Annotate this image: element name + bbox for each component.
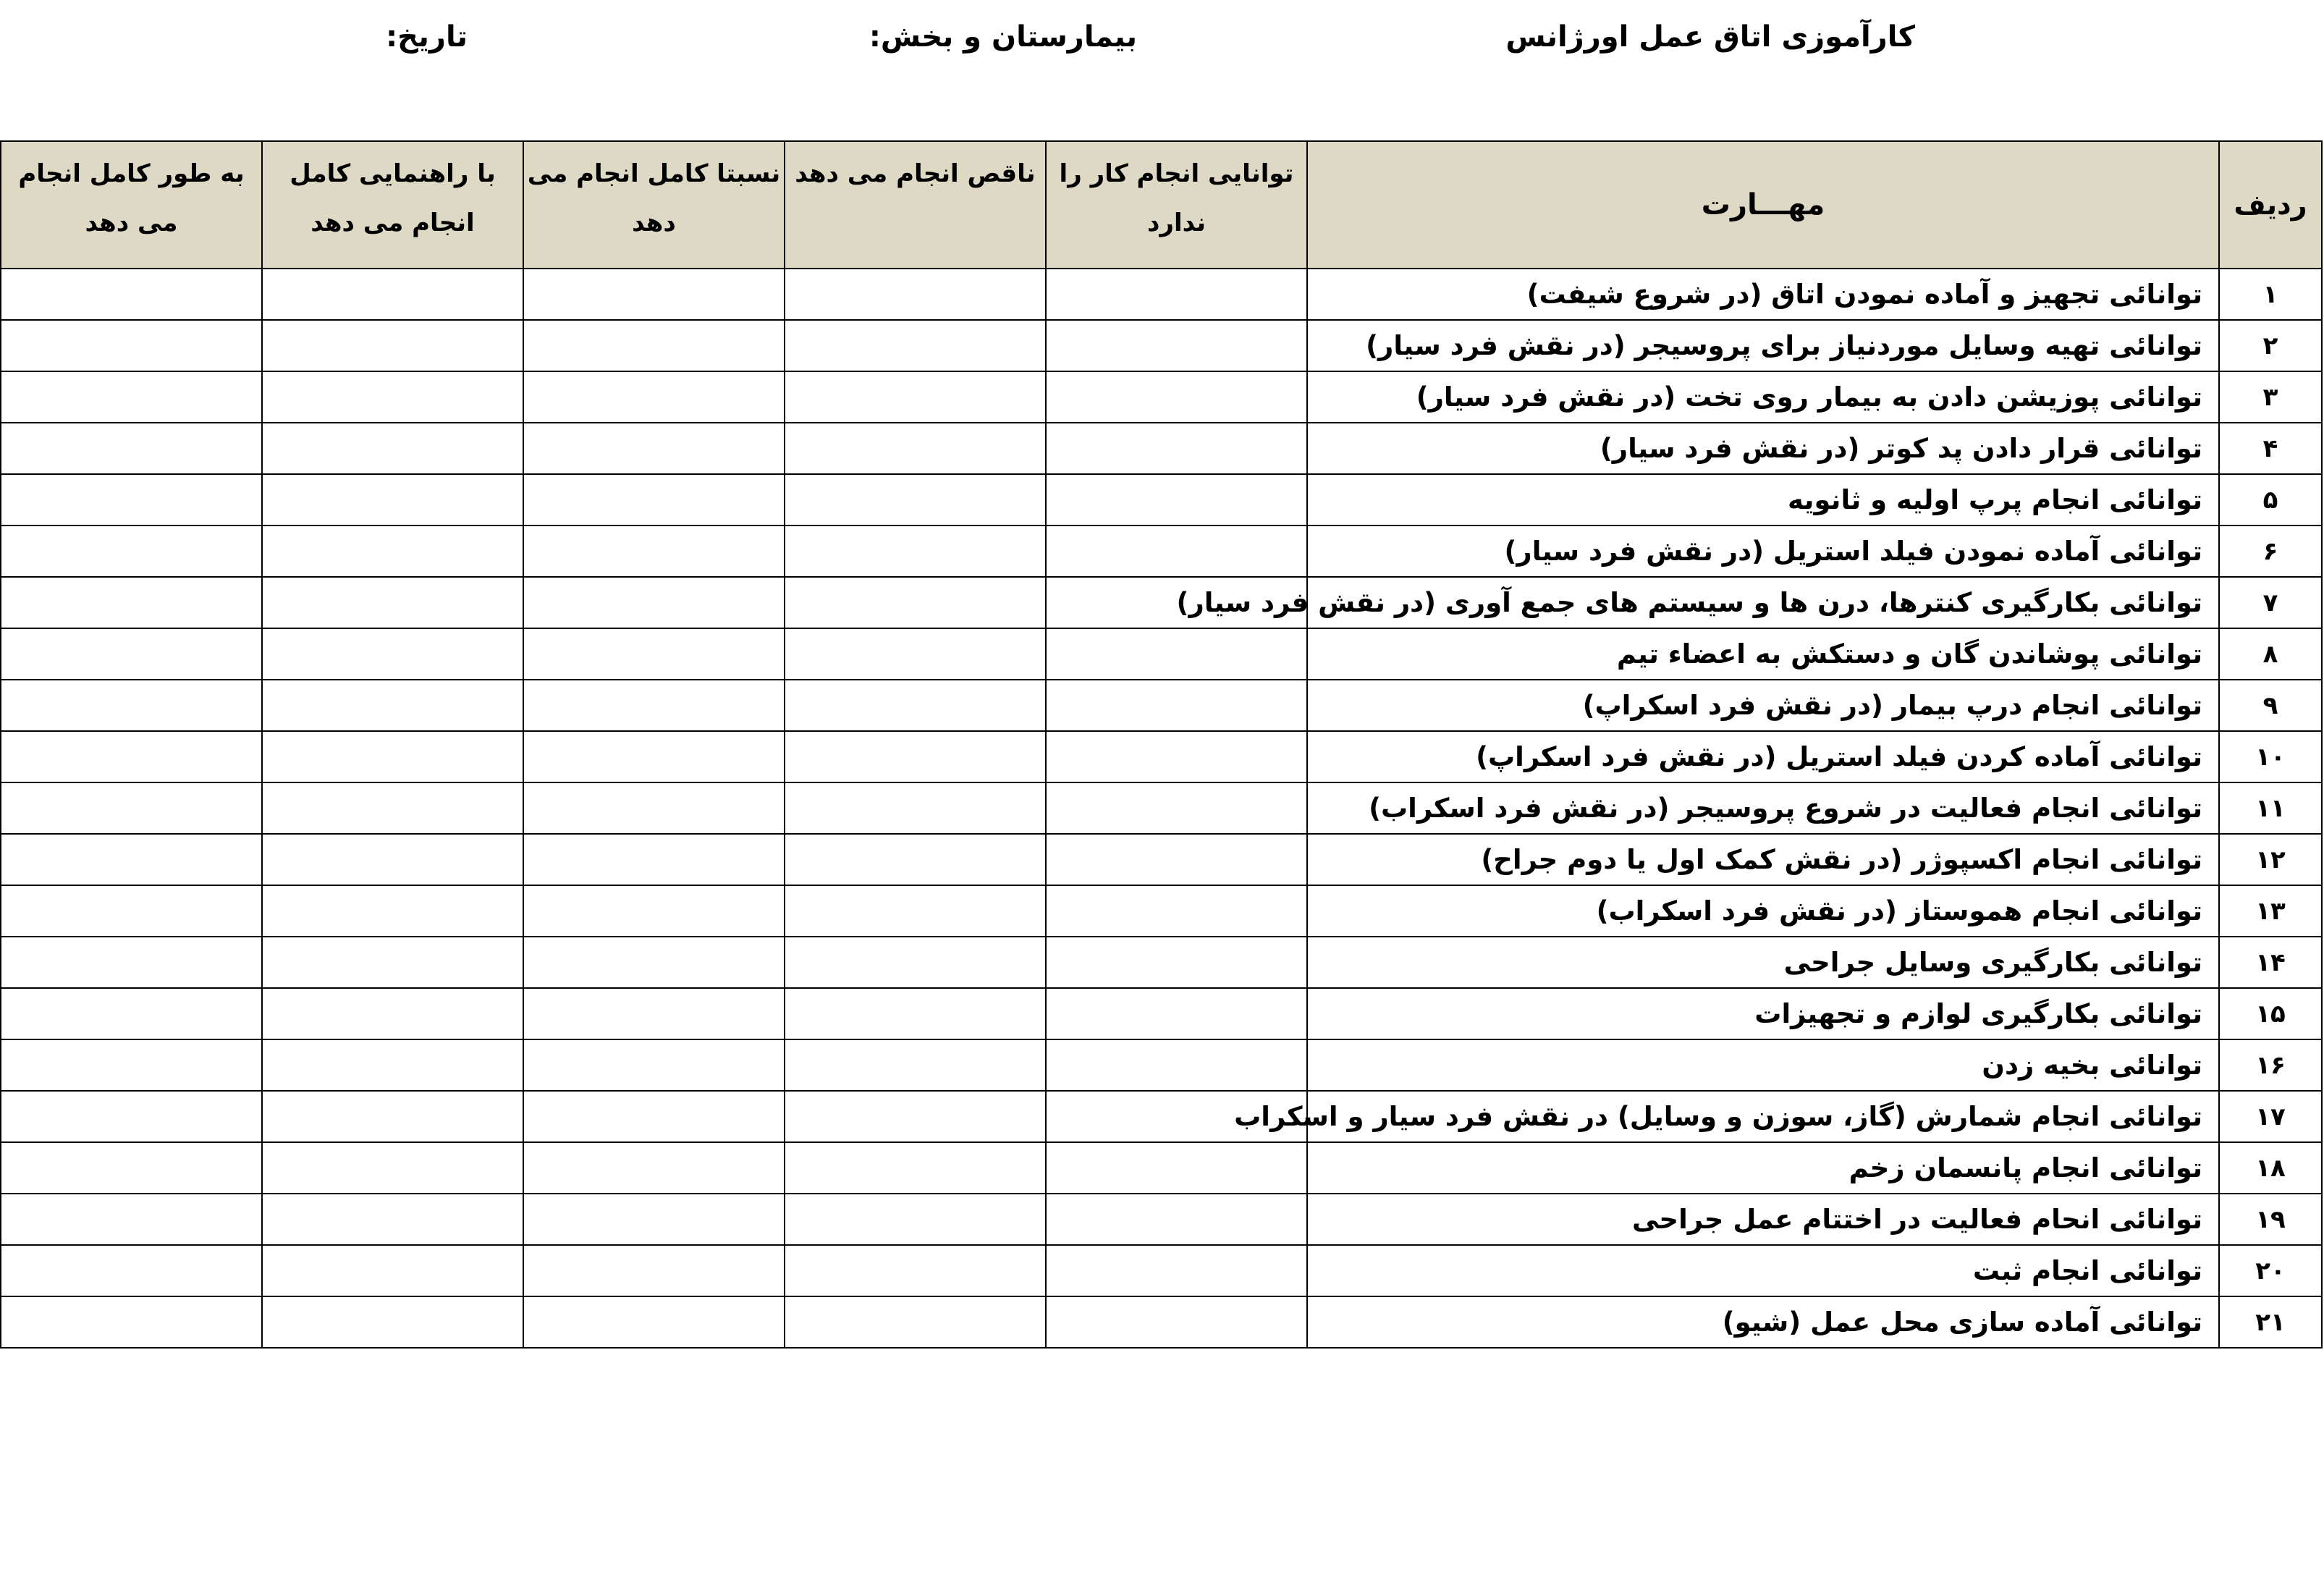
row-number-cell: ۱۰	[2219, 731, 2322, 782]
rating-cell-fully-performs[interactable]	[1, 1245, 262, 1296]
rating-cell-fully-performs[interactable]	[1, 371, 262, 423]
rating-cell-cannot-perform[interactable]	[1046, 1245, 1307, 1296]
rating-cell-cannot-perform[interactable]	[1046, 526, 1307, 577]
hospital-department-label: بیمارستان و بخش:	[869, 20, 1137, 54]
skill-cell: توانائی انجام هموستاز (در نقش فرد اسکراب)	[1307, 885, 2219, 937]
rating-cell-fully-performs[interactable]	[1, 782, 262, 834]
rating-cell-cannot-perform[interactable]	[1046, 1039, 1307, 1091]
table-row	[1, 885, 2322, 937]
rating-cell-with-guidance[interactable]	[262, 885, 523, 937]
rating-cell-cannot-perform[interactable]	[1046, 937, 1307, 988]
rating-cell-incomplete[interactable]	[785, 577, 1046, 628]
rating-cell-fully-performs[interactable]	[1, 731, 262, 782]
rating-cell-with-guidance[interactable]	[262, 680, 523, 731]
rating-cell-relatively-complete[interactable]	[523, 988, 785, 1039]
row-number-cell: ۱۷	[2219, 1091, 2322, 1142]
rating-cell-cannot-perform[interactable]	[1046, 423, 1307, 474]
rating-cell-cannot-perform[interactable]	[1046, 1142, 1307, 1194]
table-row	[1, 474, 2322, 526]
rating-cell-with-guidance[interactable]	[262, 834, 523, 885]
rating-cell-relatively-complete[interactable]	[523, 526, 785, 577]
skill-cell: توانائی انحام فعالیت در اختتام عمل جراحی	[1307, 1194, 2219, 1245]
table-row	[1, 834, 2322, 885]
rating-cell-fully-performs[interactable]	[1, 269, 262, 320]
row-number-cell: ۵	[2219, 474, 2322, 526]
rating-cell-fully-performs[interactable]	[1, 577, 262, 628]
rating-cell-fully-performs[interactable]	[1, 937, 262, 988]
skill-cell: توانائی بکارگیری لوازم و تجهیزات	[1307, 988, 2219, 1039]
rating-cell-incomplete[interactable]	[785, 1194, 1046, 1245]
rating-cell-incomplete[interactable]	[785, 1039, 1046, 1091]
table-row	[1, 577, 2322, 628]
row-number-cell: ۲	[2219, 320, 2322, 371]
table-row	[1, 628, 2322, 680]
row-number-cell: ۱۴	[2219, 937, 2322, 988]
table-header-row	[1, 141, 2322, 269]
rating-cell-fully-performs[interactable]	[1, 423, 262, 474]
rating-cell-with-guidance[interactable]	[262, 474, 523, 526]
skill-cell: توانائی تهیه وسایل موردنیاز برای پروسیجر (در نقش فرد سیار)	[1307, 320, 2219, 371]
rating-cell-fully-performs[interactable]	[1, 885, 262, 937]
table-row	[1, 988, 2322, 1039]
table-row	[1, 269, 2322, 320]
rating-cell-relatively-complete[interactable]	[523, 1091, 785, 1142]
skill-cell: توانائی پوزیشن دادن به بیمار روی تخت (در نقش فرد سیار)	[1307, 371, 2219, 423]
rating-cell-fully-performs[interactable]	[1, 628, 262, 680]
skill-cell: توانائی بخیه زدن	[1307, 1039, 2219, 1091]
rating-cell-incomplete[interactable]	[785, 269, 1046, 320]
skill-cell: توانائی آماده سازی محل عمل (شیو)	[1307, 1296, 2219, 1348]
rating-cell-incomplete[interactable]	[785, 628, 1046, 680]
rating-cell-incomplete[interactable]	[785, 937, 1046, 988]
column-header-fully-performs: به طور کامل انجام می دهد	[1, 141, 262, 269]
column-header-cannot-perform: توانایی انجام کار را ندارد	[1046, 141, 1307, 269]
rating-cell-relatively-complete[interactable]	[523, 782, 785, 834]
rating-cell-incomplete[interactable]	[785, 1296, 1046, 1348]
rating-cell-relatively-complete[interactable]	[523, 1296, 785, 1348]
rating-cell-incomplete[interactable]	[785, 680, 1046, 731]
rating-cell-with-guidance[interactable]	[262, 1194, 523, 1245]
rating-cell-with-guidance[interactable]	[262, 937, 523, 988]
rating-cell-relatively-complete[interactable]	[523, 269, 785, 320]
rating-cell-fully-performs[interactable]	[1, 1142, 262, 1194]
rating-cell-fully-performs[interactable]	[1, 680, 262, 731]
date-label: تاریخ:	[386, 20, 468, 54]
rating-cell-incomplete[interactable]	[785, 526, 1046, 577]
rating-cell-with-guidance[interactable]	[262, 1245, 523, 1296]
skill-cell: توانائی آماده نمودن فیلد استریل (در نقش فرد سیار)	[1307, 526, 2219, 577]
rating-cell-relatively-complete[interactable]	[523, 731, 785, 782]
rating-cell-with-guidance[interactable]	[262, 1091, 523, 1142]
row-number-cell: ۱	[2219, 269, 2322, 320]
rating-cell-with-guidance[interactable]	[262, 526, 523, 577]
column-header-relatively-complete: نسبتا کامل انجام می دهد	[523, 141, 785, 269]
rating-cell-fully-performs[interactable]	[1, 320, 262, 371]
row-number-cell: ۷	[2219, 577, 2322, 628]
rating-cell-relatively-complete[interactable]	[523, 680, 785, 731]
skill-cell: توانائی انجام فعالیت در شروع پروسیجر (در نقش فرد اسکراب)	[1307, 782, 2219, 834]
table-row	[1, 937, 2322, 988]
rating-cell-fully-performs[interactable]	[1, 526, 262, 577]
table-row	[1, 782, 2322, 834]
row-number-cell: ۱۱	[2219, 782, 2322, 834]
rating-cell-incomplete[interactable]	[785, 885, 1046, 937]
rating-cell-relatively-complete[interactable]	[523, 1245, 785, 1296]
rating-cell-with-guidance[interactable]	[262, 269, 523, 320]
column-header-with-guidance: با راهنمایی کامل انجام می دهد	[262, 141, 523, 269]
rating-cell-with-guidance[interactable]	[262, 628, 523, 680]
rating-cell-with-guidance[interactable]	[262, 371, 523, 423]
rating-cell-incomplete[interactable]	[785, 474, 1046, 526]
skill-cell: توانائی انجام درپ بیمار (در نقش فرد اسکراپ)	[1307, 680, 2219, 731]
column-header-skill: مهـــارت	[1307, 141, 2219, 269]
rating-cell-relatively-complete[interactable]	[523, 937, 785, 988]
table-row	[1, 731, 2322, 782]
rating-cell-incomplete[interactable]	[785, 423, 1046, 474]
rating-cell-relatively-complete[interactable]	[523, 1142, 785, 1194]
rating-cell-relatively-complete[interactable]	[523, 1194, 785, 1245]
row-number-cell: ۱۲	[2219, 834, 2322, 885]
skill-cell: توانائی پوشاندن گان و دستکش به اعضاء تیم	[1307, 628, 2219, 680]
rating-cell-with-guidance[interactable]	[262, 731, 523, 782]
rating-cell-relatively-complete[interactable]	[523, 628, 785, 680]
skill-cell: توانائی تجهیز و آماده نمودن اتاق (در شروع شیفت)	[1307, 269, 2219, 320]
rating-cell-relatively-complete[interactable]	[523, 885, 785, 937]
row-number-cell: ۱۶	[2219, 1039, 2322, 1091]
skill-cell: توانائی انجام پرپ اولیه و ثانویه	[1307, 474, 2219, 526]
rating-cell-with-guidance[interactable]	[262, 988, 523, 1039]
rating-cell-with-guidance[interactable]	[262, 423, 523, 474]
row-number-cell: ۱۸	[2219, 1142, 2322, 1194]
skill-cell: توانائی قرار دادن پد کوتر (در نقش فرد سیار)	[1307, 423, 2219, 474]
rating-cell-fully-performs[interactable]	[1, 1091, 262, 1142]
rating-cell-fully-performs[interactable]	[1, 1194, 262, 1245]
skill-cell: توانائی انجام پانسمان زخم	[1307, 1142, 2219, 1194]
rating-cell-relatively-complete[interactable]	[523, 834, 785, 885]
rating-cell-cannot-perform[interactable]	[1046, 269, 1307, 320]
rating-cell-with-guidance[interactable]	[262, 320, 523, 371]
rating-cell-cannot-perform[interactable]	[1046, 885, 1307, 937]
table-row	[1, 1039, 2322, 1091]
rating-cell-fully-performs[interactable]	[1, 474, 262, 526]
row-number-cell: ۳	[2219, 371, 2322, 423]
table-row	[1, 1091, 2322, 1142]
row-number-cell: ۹	[2219, 680, 2322, 731]
skills-evaluation-table	[0, 140, 2323, 1349]
rating-cell-incomplete[interactable]	[785, 1245, 1046, 1296]
rating-cell-relatively-complete[interactable]	[523, 577, 785, 628]
rating-cell-cannot-perform[interactable]	[1046, 371, 1307, 423]
rating-cell-with-guidance[interactable]	[262, 782, 523, 834]
table-row	[1, 680, 2322, 731]
row-number-cell: ۶	[2219, 526, 2322, 577]
page-header	[0, 20, 2324, 71]
rating-cell-incomplete[interactable]	[785, 731, 1046, 782]
row-number-cell: ۱۳	[2219, 885, 2322, 937]
rating-cell-cannot-perform[interactable]	[1046, 782, 1307, 834]
rating-cell-relatively-complete[interactable]	[523, 474, 785, 526]
rating-cell-with-guidance[interactable]	[262, 577, 523, 628]
rating-cell-incomplete[interactable]	[785, 988, 1046, 1039]
rating-cell-incomplete[interactable]	[785, 1091, 1046, 1142]
rating-cell-fully-performs[interactable]	[1, 834, 262, 885]
rating-cell-with-guidance[interactable]	[262, 1296, 523, 1348]
skill-cell: توانائی انجام شمارش (گاز، سوزن و وسایل) در نقش فرد سیار و اسکراب	[1307, 1091, 2219, 1142]
rating-cell-cannot-perform[interactable]	[1046, 628, 1307, 680]
rating-cell-cannot-perform[interactable]	[1046, 680, 1307, 731]
page-title: کارآموزی اتاق عمل اورژانس	[1505, 20, 1915, 54]
rating-cell-relatively-complete[interactable]	[523, 423, 785, 474]
table-row	[1, 1245, 2322, 1296]
rating-cell-cannot-perform[interactable]	[1046, 988, 1307, 1039]
table-row	[1, 1194, 2322, 1245]
rating-cell-with-guidance[interactable]	[262, 1039, 523, 1091]
rating-cell-relatively-complete[interactable]	[523, 1039, 785, 1091]
skill-cell: توانائی انجام ثبت	[1307, 1245, 2219, 1296]
rating-cell-fully-performs[interactable]	[1, 988, 262, 1039]
rating-cell-cannot-perform[interactable]	[1046, 1296, 1307, 1348]
table-row	[1, 526, 2322, 577]
rating-cell-incomplete[interactable]	[785, 782, 1046, 834]
rating-cell-cannot-perform[interactable]	[1046, 474, 1307, 526]
skill-cell: توانائی آماده کردن فیلد استریل (در نقش فرد اسکراپ)	[1307, 731, 2219, 782]
table-row	[1, 320, 2322, 371]
table-body	[1, 269, 2322, 1348]
rating-cell-incomplete[interactable]	[785, 1142, 1046, 1194]
rating-cell-incomplete[interactable]	[785, 371, 1046, 423]
rating-cell-fully-performs[interactable]	[1, 1296, 262, 1348]
row-number-cell: ۲۱	[2219, 1296, 2322, 1348]
rating-cell-cannot-perform[interactable]	[1046, 1194, 1307, 1245]
row-number-cell: ۱۹	[2219, 1194, 2322, 1245]
rating-cell-with-guidance[interactable]	[262, 1142, 523, 1194]
table-header	[1, 141, 2322, 269]
row-number-cell: ۴	[2219, 423, 2322, 474]
table-row	[1, 371, 2322, 423]
rating-cell-cannot-perform[interactable]	[1046, 834, 1307, 885]
row-number-cell: ۸	[2219, 628, 2322, 680]
row-number-cell: ۱۵	[2219, 988, 2322, 1039]
column-header-incomplete: ناقص انجام می دهد	[785, 141, 1046, 269]
rating-cell-relatively-complete[interactable]	[523, 320, 785, 371]
rating-cell-incomplete[interactable]	[785, 834, 1046, 885]
rating-cell-incomplete[interactable]	[785, 320, 1046, 371]
rating-cell-cannot-perform[interactable]	[1046, 320, 1307, 371]
row-number-cell: ۲۰	[2219, 1245, 2322, 1296]
skill-cell: توانائی انجام اکسپوژر (در نقش کمک اول یا دوم جراح)	[1307, 834, 2219, 885]
skill-cell: توانائی بکارگیری کنترها، درن ها و سیستم های جمع آوری (در نقش فرد سیار)	[1307, 577, 2219, 628]
table-row	[1, 1142, 2322, 1194]
rating-cell-relatively-complete[interactable]	[523, 371, 785, 423]
rating-cell-cannot-perform[interactable]	[1046, 731, 1307, 782]
rating-cell-fully-performs[interactable]	[1, 1039, 262, 1091]
table-row	[1, 1296, 2322, 1348]
skill-cell: توانائی بکارگیری وسایل جراحی	[1307, 937, 2219, 988]
column-header-row-number: ردیف	[2219, 141, 2322, 269]
table-row	[1, 423, 2322, 474]
